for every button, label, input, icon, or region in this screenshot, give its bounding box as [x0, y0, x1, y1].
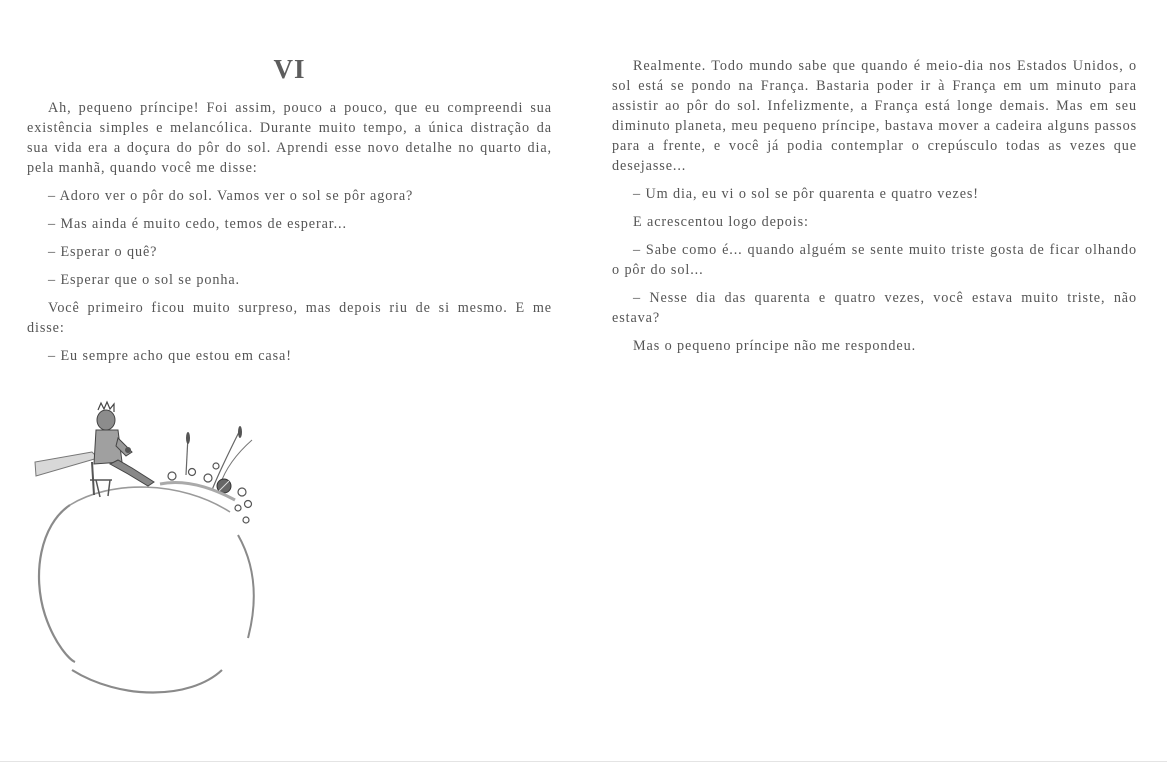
scarf — [35, 452, 98, 476]
illustration-graphic — [30, 400, 270, 700]
paragraph: Você primeiro ficou muito surpreso, mas depois riu de si mesmo. E me disse: — [27, 300, 552, 336]
flower — [235, 505, 241, 511]
prince-hand — [125, 447, 131, 453]
page-bottom-divider — [0, 761, 1167, 762]
dialogue-line: – Esperar o quê? — [48, 244, 158, 260]
plant-bud — [186, 432, 190, 444]
chair-back — [92, 462, 94, 495]
right-page — [612, 0, 1137, 763]
flower — [245, 501, 252, 508]
paragraph: Realmente. Todo mundo sabe que quando é meio-dia nos Estados Unidos, o sol está se pondo na França. Bastaria poder ir à França em um minuto para assistir ao pôr do sol. Infelizmente, a França está longe demais. Mas em seu diminuto planeta, meu pequeno príncipe, bastava mover a cadeira alguns passos para a frente, e você já podia contemplar o crepúsculo todas as vezes que desejasse... — [612, 58, 1137, 174]
dialogue-line: – Sabe como é... quando alguém se sente muito triste gosta de ficar olhando o pôr do sol... — [612, 242, 1137, 278]
paragraph: Mas o pequeno príncipe não me respondeu. — [633, 338, 917, 354]
flower — [204, 474, 212, 482]
planet-outline-left — [39, 505, 75, 662]
chair-leg — [96, 480, 100, 497]
prince-legs — [110, 460, 154, 486]
chapter-title: VI — [273, 54, 306, 84]
chair-leg — [108, 480, 110, 496]
flower — [238, 488, 246, 496]
dialogue-line: – Nesse dia das quarenta e quatro vezes, você estava muito triste, não estava? — [612, 290, 1137, 326]
dialogue-line: – Esperar que o sol se ponha. — [48, 272, 240, 288]
flower — [189, 469, 196, 476]
flower — [168, 472, 176, 480]
plant-bud — [238, 426, 242, 438]
little-prince-planet-illustration — [30, 400, 270, 700]
dialogue-line: – Mas ainda é muito cedo, temos de esperar... — [48, 216, 347, 232]
dialogue-line: – Um dia, eu vi o sol se pôr quarenta e quatro vezes! — [633, 186, 979, 202]
flower — [213, 463, 219, 469]
flower — [243, 517, 249, 523]
dialogue-line: – Adoro ver o pôr do sol. Vamos ver o sol se pôr agora? — [48, 188, 414, 204]
right-page-text — [612, 56, 1137, 364]
paragraph: E acrescentou logo depois: — [633, 214, 809, 230]
planet-outline-right — [238, 535, 254, 638]
paragraph: Ah, pequeno príncipe! Foi assim, pouco a pouco, que eu compreendi sua existência simples e melancólica. Durante muito tempo, a única distração da sua vida era a doçura do pôr do sol. Aprendi esse novo detalhe no quarto dia, pela manhã, quando você me disse: — [27, 100, 552, 176]
planet-outline-bottom — [72, 670, 222, 693]
left-page-text — [27, 98, 552, 374]
prince-head — [97, 410, 115, 430]
dialogue-line: – Eu sempre acho que estou em casa! — [48, 348, 292, 364]
